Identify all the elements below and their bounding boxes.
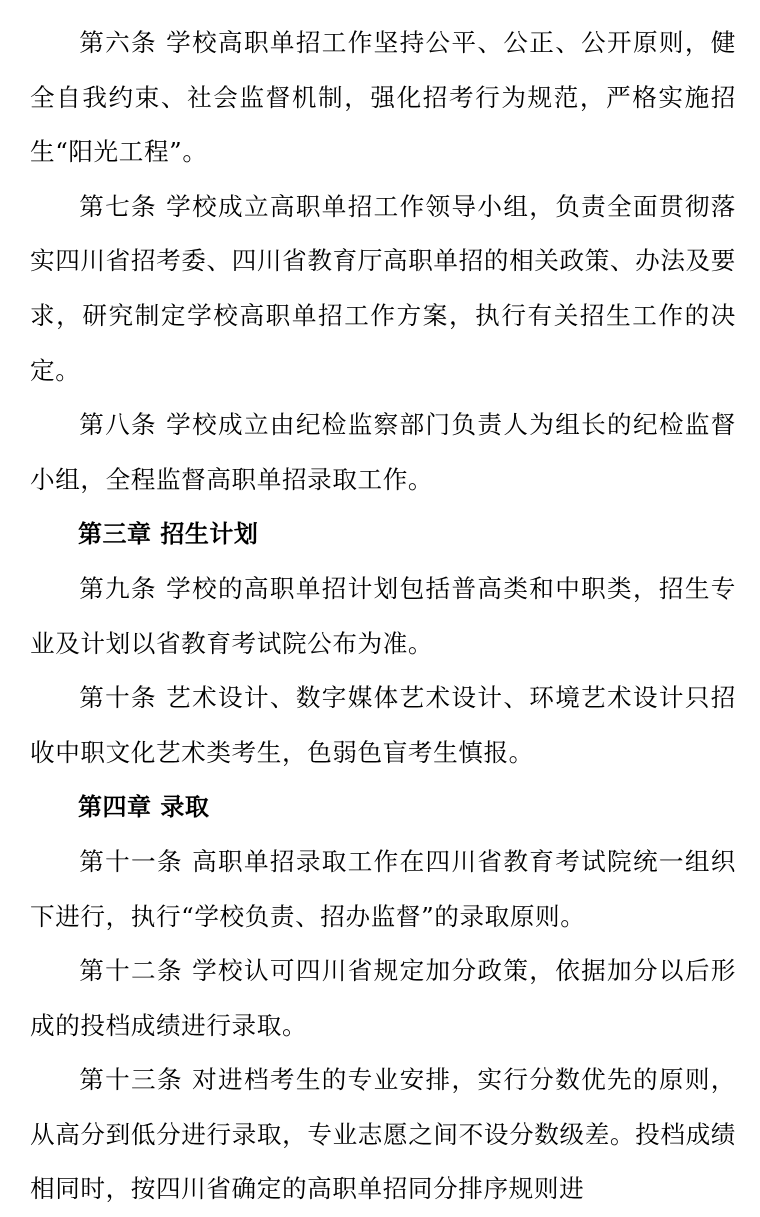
article-7-paragraph: 第七条 学校成立高职单招工作领导小组，负责全面贯彻落实四川省招考委、四川省教育厅高职单招的相关政策、办法及要求，研究制定学校高职单招工作方案，执行有关招生工作的决定。 [30, 191, 736, 385]
article-8-paragraph: 第八条 学校成立由纪检监察部门负责人为组长的纪检监督小组，全程监督高职单招录取工作。 [30, 410, 736, 494]
article-11-paragraph: 第十一条 高职单招录取工作在四川省教育考试院统一组织下进行，执行“学校负责、招办监督”的录取原则。 [30, 846, 736, 931]
chapter-3-heading: 第三章 招生计划 [78, 520, 259, 549]
article-9-paragraph: 第九条 学校的高职单招计划包括普高类和中职类，招生专业及计划以省教育考试院公布为准。 [30, 573, 736, 658]
article-13-paragraph: 第十三条 对进档考生的专业安排，实行分数优先的原则，从高分到低分进行录取，专业志愿之间不设分数级差。投档成绩相同时，按四川省确定的高职单招同分排序规则进 [30, 1065, 736, 1204]
document-page [30, 16, 736, 1217]
article-12-paragraph: 第十二条 学校认可四川省规定加分政策，依据加分以后形成的投档成绩进行录取。 [30, 956, 736, 1040]
chapter-4-heading: 第四章 录取 [78, 793, 210, 822]
article-6-paragraph: 第六条 学校高职单招工作坚持公平、公正、公开原则，健全自我约束、社会监督机制，强化招考行为规范，严格实施招生“阳光工程”。 [30, 28, 736, 167]
article-10-paragraph: 第十条 艺术设计、数字媒体艺术设计、环境艺术设计只招收中职文化艺术类考生，色弱色盲考生慎报。 [30, 683, 736, 767]
